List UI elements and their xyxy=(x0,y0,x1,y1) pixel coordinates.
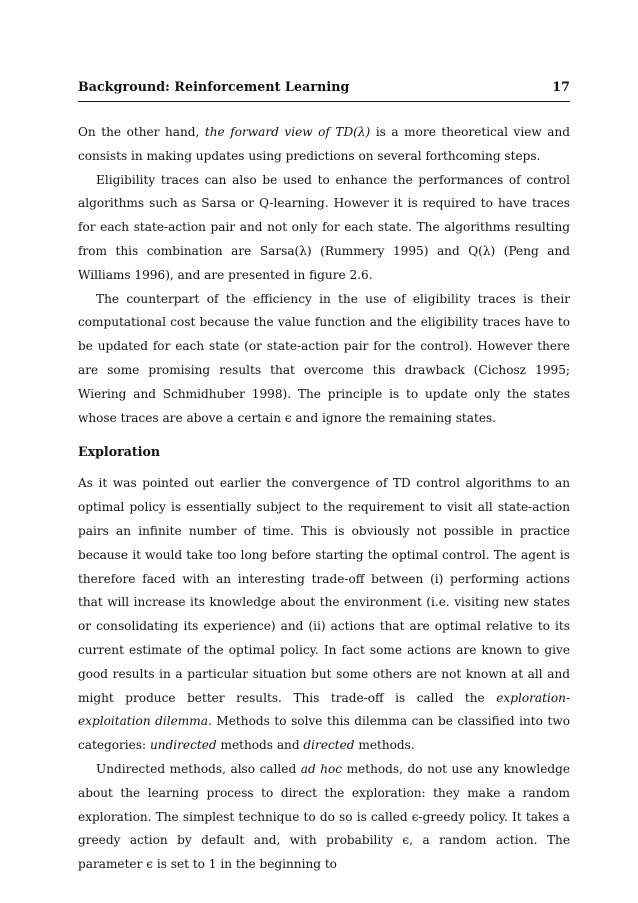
body-text xyxy=(78,121,570,877)
paragraph-exploration-dilemma: As it was pointed out earlier the convergence of TD control algorithms to an optimal policy is essentially subject to the requirement to visit all state-action pairs an infinite number of time. This is obviously not possible in practice because it would take too long before starting the optimal control. The agent is therefore faced with an interesting trade-off between (i) performing actions that will increase its knowledge about the environment (i.e. visiting new states or consolidating its experience) and (ii) actions that are optimal relative to its current estimate of the optimal policy. In fact some actions are known to give good results in a particular situation but some others are not known at all and might produce better results. This trade-off is called the exploration-exploitation dilemma. Methods to solve this dilemma can be classified into two categories: undirected methods and directed methods. xyxy=(78,476,570,753)
page-number: 17 xyxy=(552,79,570,94)
header-rule xyxy=(78,101,570,102)
term-forward-view: the forward view of TD(λ) xyxy=(204,125,371,139)
paragraph-forward-view: On the other hand, the forward view of TD(λ) is a more theoretical view and consists in making updates using predictions on several forthcoming steps. xyxy=(78,125,570,163)
chapter-title: Background: Reinforcement Learning xyxy=(78,79,350,94)
running-header xyxy=(78,79,570,94)
paragraph-undirected-methods: Undirected methods, also called ad hoc methods, do not use any knowledge about the learning process to direct the exploration: they make a random exploration. The simplest technique to do so is called ϵ-greedy policy. It takes a greedy action by default and, with probability ϵ, a random action. The parameter ϵ is set to 1 in the beginning to xyxy=(78,761,571,872)
term-ad-hoc: ad hoc xyxy=(300,761,343,776)
term-undirected: undirected xyxy=(149,738,217,753)
section-heading-exploration: Exploration xyxy=(78,444,161,460)
term-exploration-exploitation: exploration-exploitation dilemma xyxy=(78,690,570,729)
term-directed: directed xyxy=(303,738,355,753)
paragraph-computational-cost: The counterpart of the efficiency in the use of eligibility traces is their computational cost because the value function and the eligibility traces have to be updated for each state (or state-action pair for the control). However there are some promising results that overcome this drawback (Cichosz 1995; Wiering and Schmidhuber 1998). The principle is to update only the states whose traces are above a certain ϵ and ignore the remaining states. xyxy=(78,291,570,425)
paragraph-eligibility-control: Eligibility traces can also be used to enhance the performances of control algorithms such as Sarsa or Q-learning. However it is required to have traces for each state-action pair and not only for each state. The algorithms resulting from this combination are Sarsa(λ) (Rummery 1995) and Q(λ) (Peng and Williams 1996), and are presented in figure 2.6. xyxy=(78,172,570,282)
